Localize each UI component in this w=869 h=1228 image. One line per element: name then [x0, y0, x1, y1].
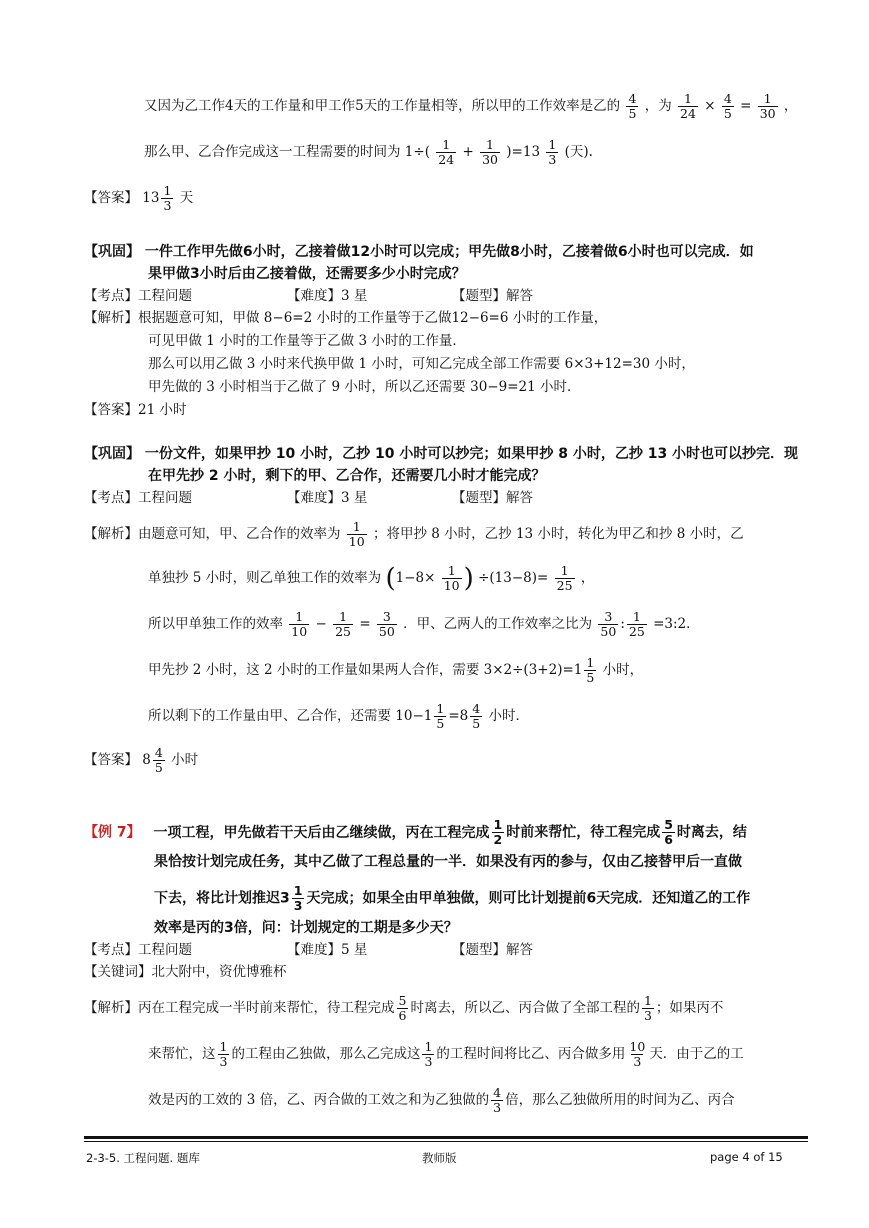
answer: 21 小时: [138, 402, 187, 418]
fraction: [758, 92, 778, 121]
fraction: [153, 746, 165, 775]
text: 又因为乙工作4天的工作量和甲工作5天的工作量相等，所以甲的工作效率是乙的: [144, 98, 621, 114]
text: )=13: [506, 144, 541, 160]
den: 3: [293, 898, 303, 913]
analysis-text: 单独抄 5 小时，则乙单独工作的效率为: [148, 570, 382, 586]
fraction: [627, 1040, 647, 1069]
den: 2: [493, 832, 503, 847]
den: 6: [398, 1008, 407, 1023]
fraction: [347, 520, 367, 549]
den: 3: [643, 1008, 652, 1023]
analysis-text: 时离去，所以乙、丙合做了全部工程的: [410, 1000, 640, 1016]
fraction: [722, 92, 734, 121]
nandu: 3 星: [341, 288, 368, 304]
nandu-tag: 【难度】: [287, 490, 341, 506]
p1-question-1: [84, 242, 754, 262]
num: 1: [560, 563, 569, 578]
kaodian-tag: 【考点】: [84, 942, 138, 958]
analysis-text: 那么可以用乙做 3 小时来代换甲做 1 小时，可知乙完成全部工作需要 6×3+12=30 小时，: [148, 356, 695, 372]
num: 4: [472, 701, 481, 716]
question-text: 时前来帮忙，待工程完成: [506, 824, 661, 841]
den: 24: [438, 152, 455, 167]
footer-left: 2-3-5. 工程问题. 题库: [86, 1151, 200, 1165]
nandu: 5 星: [341, 942, 368, 958]
fraction: [480, 138, 500, 167]
den: 3: [548, 152, 557, 167]
text: 那么甲、乙合作完成这一工程需要的时间为: [144, 144, 401, 160]
fraction: [626, 92, 638, 121]
kaodian: 工程问题: [138, 288, 192, 304]
num: 5: [398, 993, 407, 1008]
p3-question-2: [154, 852, 742, 872]
fraction: [333, 610, 353, 639]
den: 30: [759, 106, 776, 121]
p2-analysis-4: [148, 656, 643, 685]
p3-keywords: [84, 962, 287, 982]
nandu: 3 星: [341, 490, 368, 506]
num: 1: [548, 137, 557, 152]
fraction: [292, 884, 305, 913]
p3-meta: [84, 940, 192, 960]
fraction: [678, 92, 698, 121]
analysis-text: 效是丙的工效的 3 倍，乙、丙合做的工效之和为乙独做的: [148, 1092, 490, 1108]
nandu-tag: 【难度】: [287, 942, 341, 958]
keywords: 北大附中，资优博雅杯: [151, 964, 287, 980]
p2-analysis-1: [84, 520, 744, 549]
num: 1: [339, 609, 348, 624]
p1-analysis-1: [84, 308, 607, 328]
den: 50: [378, 624, 395, 639]
den: 10: [291, 624, 308, 639]
fraction: [422, 1040, 434, 1069]
p3-analysis-3: [148, 1086, 735, 1115]
num: 1: [219, 1039, 228, 1054]
den: 3: [424, 1054, 433, 1069]
analysis-text: 来帮忙，这: [148, 1046, 216, 1062]
tixing: 解答: [506, 490, 533, 506]
top-line-1: [144, 92, 797, 121]
text: :: [620, 616, 625, 632]
text: =3:2．: [653, 616, 700, 632]
p1-analysis-4: [148, 377, 581, 397]
fraction: [642, 994, 654, 1023]
p3-type: [452, 940, 533, 960]
question-text: 一件工作甲先做6小时，乙接着做12小时可以完成；甲先做8小时，乙接着做6小时也可以完成．如: [144, 244, 754, 260]
fraction: [584, 656, 596, 685]
analysis-text: ；如果丙不: [655, 1000, 724, 1016]
footer-rule-thick: [84, 1136, 808, 1139]
text: ×: [704, 98, 716, 114]
text: ÷(13−8)=: [478, 570, 549, 586]
kaodian: 工程问题: [138, 942, 192, 958]
p1-answer: [84, 400, 186, 420]
num: 4: [723, 91, 732, 106]
num: 1: [424, 1039, 433, 1054]
fraction: [434, 702, 446, 731]
p1-difficulty: [287, 286, 367, 306]
p2-analysis-2: [148, 564, 594, 593]
question-text: 在甲先抄 2 小时，剩下的甲、乙合作，还需要几小时才能完成？: [148, 468, 546, 484]
problem-tag: 【巩固】: [84, 244, 140, 260]
text: =: [359, 616, 371, 632]
num: 1: [586, 655, 595, 670]
p2-analysis-5: [148, 702, 529, 731]
num: 10: [629, 1039, 646, 1054]
fraction: [161, 184, 173, 213]
answer-tag: 【答案】: [84, 402, 138, 418]
text: =8: [448, 708, 469, 724]
p3-analysis-2: [148, 1040, 744, 1069]
jiexi-tag: 【解析】: [84, 1000, 138, 1016]
analysis-text: 小时．: [488, 708, 529, 724]
analysis-text: ．甲、乙两人的工作效率之比为: [403, 616, 593, 632]
text: (天).: [564, 144, 593, 160]
num: 1: [447, 563, 456, 578]
p3-analysis-1: [84, 994, 723, 1023]
num: 1: [295, 609, 304, 624]
question-text: 天完成；如果全由甲单独做，则可比计划提前6天完成．还知道乙的工作: [306, 890, 751, 907]
p2-meta: [84, 488, 192, 508]
analysis-text: 小时，: [602, 662, 644, 678]
tixing-tag: 【题型】: [452, 490, 506, 506]
den: 3: [163, 198, 172, 213]
num: 1: [486, 137, 494, 152]
num: 1: [436, 701, 445, 716]
question-text: 果恰按计划完成任务，其中乙做了工程总量的一半．如果没有丙的参与，仅由乙接替甲后一直做: [154, 854, 742, 870]
num: 1: [763, 91, 772, 106]
den: 10: [348, 534, 365, 549]
num: 1: [684, 91, 692, 106]
den: 5: [723, 106, 732, 121]
den: 25: [628, 624, 645, 639]
p2-analysis-3: [148, 610, 700, 639]
footer-rule-thin: [84, 1141, 808, 1142]
num: 4: [628, 91, 637, 106]
den: 25: [335, 624, 352, 639]
analysis-text: 所以甲单独工作的效率: [148, 616, 283, 632]
num: 1: [163, 183, 172, 198]
footer-center: 教师版: [422, 1151, 457, 1165]
p2-answer: [84, 746, 198, 775]
p3-question-3: [154, 884, 750, 913]
text: +: [462, 144, 474, 160]
fraction: [436, 138, 456, 167]
analysis-text: 丙在工程完成一半时前来帮忙，待工程完成: [138, 1000, 395, 1016]
p1-analysis-2: [148, 331, 466, 351]
text: ，: [783, 98, 798, 114]
den: 10: [443, 578, 460, 593]
den: 5: [436, 716, 445, 731]
problem-tag: 【巩固】: [84, 446, 140, 462]
den: 24: [680, 106, 696, 121]
p2-question-2: [148, 466, 546, 486]
kaodian-tag: 【考点】: [84, 288, 138, 304]
fraction: [492, 818, 505, 847]
p2-question-1: [84, 444, 798, 464]
paren: (: [385, 563, 396, 594]
analysis-text: 的工程时间将比乙、丙合做多用: [436, 1046, 626, 1062]
text: −: [315, 616, 327, 632]
fraction: [491, 1086, 503, 1115]
analysis-text: 的工程由乙独做，那么乙完成这: [231, 1046, 421, 1062]
num: 3: [382, 609, 391, 624]
den: 6: [664, 832, 673, 847]
fraction: [397, 994, 409, 1023]
p2-difficulty: [287, 488, 367, 508]
analysis-text: 甲先做的 3 小时相当于乙做了 9 小时，所以乙还需要 30−9=21 小时．: [148, 379, 581, 395]
p1-meta: [84, 286, 192, 306]
fraction: [627, 610, 647, 639]
den: 5: [154, 760, 163, 775]
num: 1: [352, 519, 361, 534]
nandu-tag: 【难度】: [287, 288, 341, 304]
question-text: 一项工程，甲先做若干天后由乙继续做，丙在工程完成: [153, 824, 490, 841]
p3-question-1: [84, 818, 747, 847]
text: 1÷(: [404, 144, 430, 160]
fraction: [377, 610, 397, 639]
answer-unit: 天: [179, 190, 194, 206]
example-tag: 【例 7】: [84, 824, 141, 841]
fraction: [470, 702, 482, 731]
question-text: 果甲做3小时后由乙接着做，还需要多少小时完成？: [148, 266, 466, 282]
question-text: 一份文件，如果甲抄 10 小时，乙抄 10 小时可以抄完；如果甲抄 8 小时，乙抄 13 小时也可以抄完．现: [144, 446, 799, 462]
num: 1: [293, 883, 303, 898]
answer-whole: 8: [142, 752, 151, 768]
fraction: [442, 564, 462, 593]
text: ，: [580, 570, 595, 586]
num: 1: [632, 609, 641, 624]
analysis-text: 根据题意可知，甲做 8−6=2 小时的工作量等于乙做12−6=6 小时的工作量，: [138, 310, 608, 326]
tixing: 解答: [506, 288, 533, 304]
footer-page-number: page 4 of 15: [710, 1150, 783, 1164]
question-text: 效率是丙的3倍，问：计划规定的工期是多少天？: [154, 920, 458, 936]
analysis-text: 由题意可知，甲、乙合作的效率为: [138, 526, 341, 542]
fraction: [218, 1040, 230, 1069]
p3-question-4: [154, 918, 458, 938]
question-text: 下去，将比计划推迟: [154, 890, 280, 907]
num: 1: [643, 993, 652, 1008]
tixing: 解答: [506, 942, 533, 958]
kaodian: 工程问题: [138, 490, 192, 506]
text: ，为: [644, 98, 672, 114]
p1-analysis-3: [148, 354, 695, 374]
top-line-2: [144, 138, 593, 167]
den: 30: [482, 152, 498, 167]
den: 3: [633, 1054, 642, 1069]
p1-question-2: [148, 264, 466, 284]
kaodian-tag: 【考点】: [84, 490, 138, 506]
analysis-text: 倍，那么乙独做所用的时间为乙、丙合: [505, 1092, 735, 1108]
analysis-text: 天．由于乙的工: [649, 1046, 744, 1062]
text: =: [740, 98, 752, 114]
fraction: [662, 818, 675, 847]
analysis-text: ；将甲抄 8 小时，乙抄 13 小时，转化为甲乙和抄 8 小时，乙: [373, 526, 744, 542]
den: 50: [600, 624, 617, 639]
analysis-text: 甲先抄 2 小时，这 2 小时的工作量如果两人合作，需要 3×2÷(3+2)=1: [148, 662, 583, 678]
analysis-text: 所以剩下的工作量由甲、乙合作，还需要 10−1: [148, 708, 433, 724]
num: 1: [442, 137, 451, 152]
den: 5: [586, 670, 595, 685]
answer-tag: 【答案】: [84, 190, 138, 206]
top-answer: [84, 184, 193, 213]
den: 3: [219, 1054, 228, 1069]
fraction: [555, 564, 575, 593]
num: 4: [493, 1085, 502, 1100]
jiexi-tag: 【解析】: [84, 526, 138, 542]
fraction: [598, 610, 618, 639]
answer-unit: 小时: [171, 752, 199, 768]
text: 1−8×: [395, 570, 436, 586]
fraction: [546, 138, 558, 167]
mixed-whole: 3: [280, 890, 290, 907]
p3-difficulty: [287, 940, 367, 960]
p1-type: [452, 286, 533, 306]
num: 5: [664, 817, 673, 832]
question-text: 时离去，结: [676, 824, 747, 841]
jiexi-tag: 【解析】: [84, 310, 138, 326]
paren: ): [463, 563, 474, 594]
den: 5: [472, 716, 481, 731]
tixing-tag: 【题型】: [452, 942, 506, 958]
num: 1: [493, 817, 503, 832]
answer-tag: 【答案】: [84, 752, 138, 768]
analysis-text: 可见甲做 1 小时的工作量等于乙做 3 小时的工作量．: [148, 333, 466, 349]
num: 3: [604, 609, 613, 624]
tixing-tag: 【题型】: [452, 288, 506, 304]
num: 4: [154, 745, 163, 760]
den: 5: [628, 106, 637, 121]
den: 25: [556, 578, 573, 593]
fraction: [289, 610, 309, 639]
p2-type: [452, 488, 533, 508]
den: 3: [493, 1100, 502, 1115]
answer-whole: 13: [142, 190, 160, 206]
keyword-tag: 【关键词】: [84, 964, 152, 980]
